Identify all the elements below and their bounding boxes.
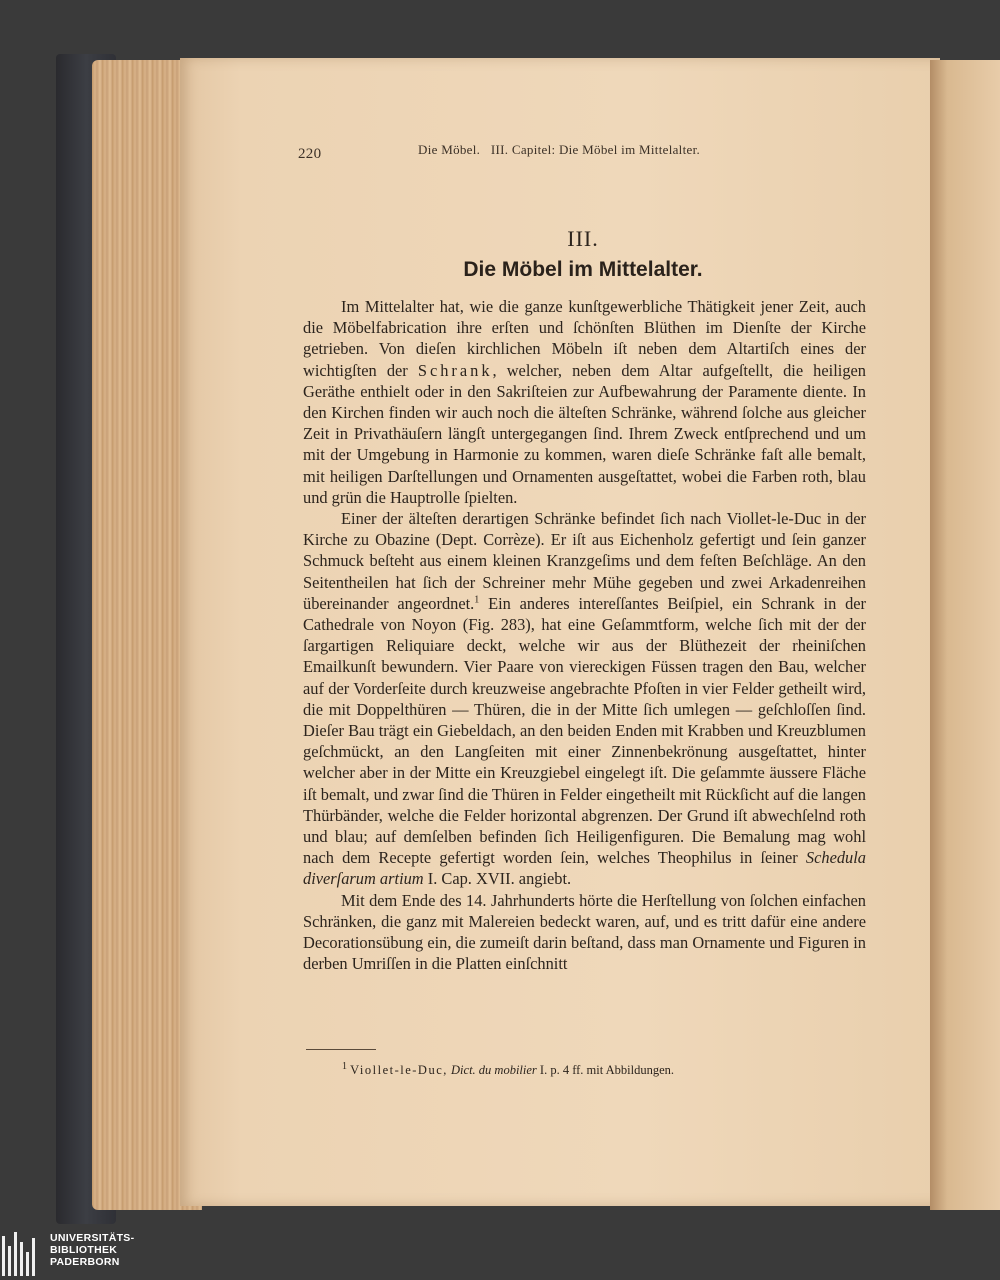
footnote-rest: I. p. 4 ff. mit Abbildungen. (536, 1063, 675, 1077)
next-page-edge (930, 60, 1000, 1210)
paragraph-2-text-c: I. Cap. XVII. angiebt. (423, 869, 572, 889)
logo-line-3: PADERBORN (50, 1256, 120, 1268)
paragraph-2 (303, 508, 866, 890)
chapter-title: Die Möbel im Mittelalter. (463, 258, 703, 281)
emphasis-schrank: Schrank (417, 360, 493, 380)
paragraph-1-text-a: Im Mittelalter hat, wie die ganze kunſtgewerbliche Thätigkeit jener Zeit, auch die Möbelfabrication ihre erſten und ſchönſten Blüthen im Dienſte der Kirche getrieben. Von dieſen kirchlichen Möbeln iſt neben dem Altartiſch eines der wichtigſten der (303, 297, 866, 380)
page-number: 220 (298, 146, 322, 162)
running-title: Die Möbel. III. Capitel: Die Möbel im Mittelalter. (418, 142, 701, 157)
paragraph-2-text-a: Einer der älteſten derartigen Schränke befindet ſich nach Viollet-le-Duc in der Kirche zu Obazine (Dept. Corrèze). Er iſt aus Eichenholz gefertigt und ſein ganzer Schmuck beſteht aus einem kleinen Kranzgeſims und dem feſten Beſchläge. An den Seitentheilen hat ſich der Schreiner mehr Mühe gegeben und zwei Arkadenreihen übereinander angeordnet. (303, 509, 866, 613)
paragraph-1-text-b: , welcher, neben dem Altar aufgeſtellt, die heiligen Geräthe enthielt oder in den Sakriſteien zur Aufbewahrung der Paramente diente. In den Kirchen finden wir auch noch die älteſten Schränke, während ſolche aus gleicher Zeit in Privathäuſern längſt untergegangen ſind. Ihrem Zweck entſprechend und um mit der Umgebung in Harmonie zu kommen, waren dieſe Schränke faſt alle bemalt, mit heiligen Darſtellungen und Ornamenten ausgeſtattet, wobei die Farben roth, blau und grün die Hauptrolle ſpielten. (303, 360, 866, 507)
paragraph-1 (303, 296, 866, 508)
library-logo-text (50, 1232, 134, 1268)
footnote-author: Viollet-le-Duc, (350, 1063, 448, 1077)
library-logo-icon (2, 1232, 42, 1276)
library-logo (0, 1228, 200, 1280)
footnote (342, 1060, 862, 1078)
body-text (303, 296, 866, 975)
book-title-italic: Schedula diverſarum artium (303, 848, 866, 889)
paragraph-3 (303, 890, 866, 975)
logo-line-2: BIBLIOTHEK (50, 1244, 118, 1256)
logo-line-1: UNIVERSITÄTS- (50, 1232, 135, 1244)
footnote-divider (306, 1049, 376, 1050)
paragraph-3-text: Mit dem Ende des 14. Jahrhunderts hörte die Herſtellung von ſolchen einfachen Schränken, die ganz mit Malereien bedeckt waren, auf, und es tritt dafür eine andere Decorationsübung ein, die zumeiſt darin beſtand, dass man Ornamente und Figuren in derben Umriſſen in die Platten einſchnitt (303, 890, 866, 974)
footnote-marker: 1 (342, 1060, 347, 1072)
chapter-number: III. (567, 226, 599, 251)
footnote-title: Dict. du mobilier (451, 1063, 537, 1077)
footnote-reference[interactable]: 1 (474, 594, 480, 606)
paragraph-2-text-b: Ein anderes intereſſantes Beiſpiel, ein Schrank in der Cathedrale von Noyon (Fig. 283), hat eine Geſammtform, welche ſich mit der der ſargartigen Reliquiare deckt, welche wir aus der Blüthezeit der rheiniſchen Emailkunſt bewundern. Vier Paare von viereckigen Füssen tragen den Bau, welcher auf der Vorderſeite durch kreuzweise angebrachte Pfoſten in vier Felder getheilt wird, die mit Doppelthüren — Thüren, die in der Mitte ſich umlegen — geſchloſſen ſind. Dieſer Bau trägt ein Giebeldach, an den beiden Enden mit Krabben und Kreuzblumen geſchmückt, an den Langſeiten mit einer Zinnenbekrönung ausgeſtattet, hinter welcher aber in der Mitte ein Kreuzgiebel eingelegt iſt. Die geſammte äussere Fläche iſt bemalt, und zwar ſind die Thüren in Felder eingetheilt mit Rückſicht auf die langen Thürbänder, welche die Felder horizontal abgrenzen. Der Grund iſt abwechſelnd roth und blau; auf demſelben befinden ſich Heiligenfiguren. Die Bemalung mag wohl nach dem Recepte gefertigt worden ſein, welches Theophilus in ſeiner (303, 593, 866, 868)
